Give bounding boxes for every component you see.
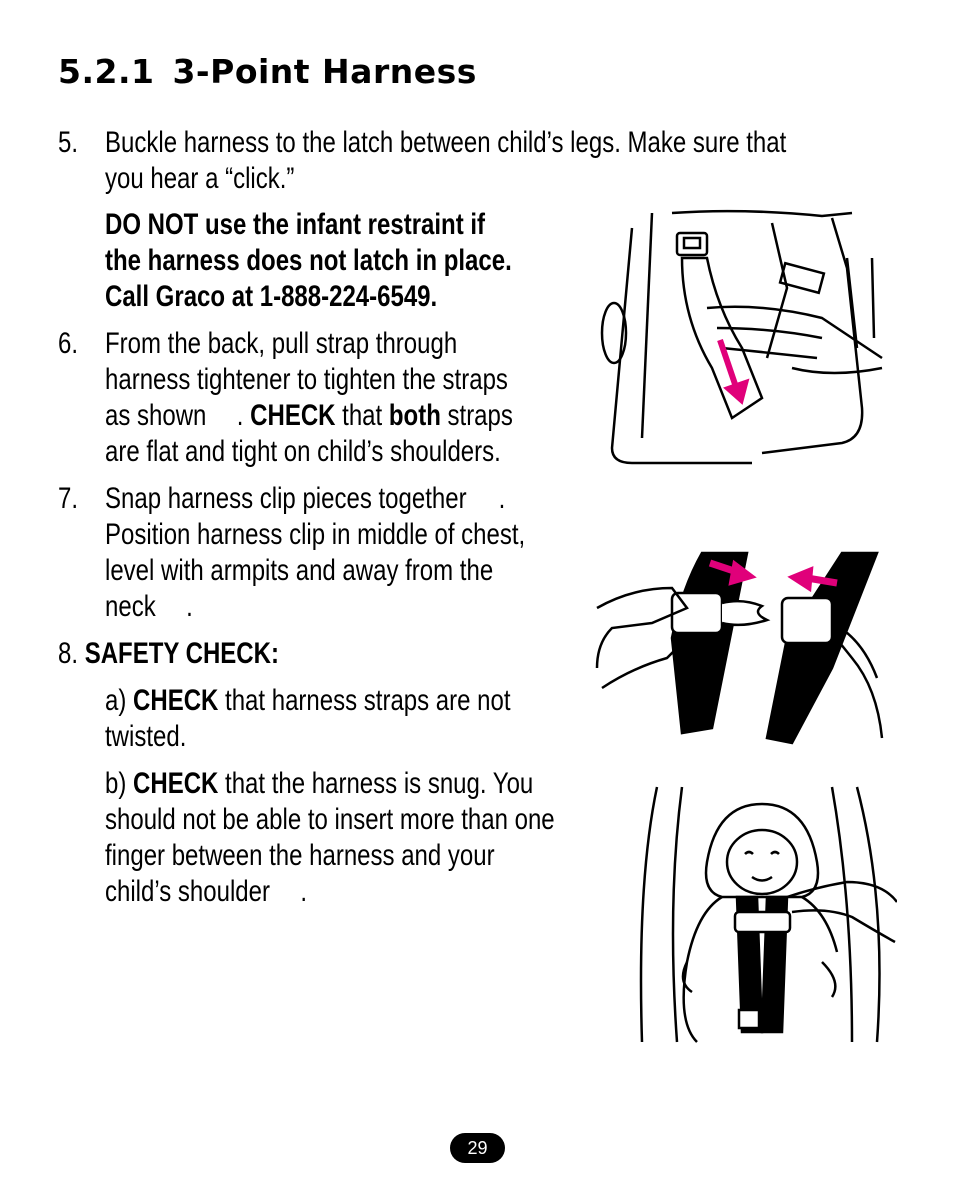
page-number: 29 bbox=[450, 1133, 505, 1163]
step-6-line-4: are flat and tight on child’s shoulders. bbox=[105, 435, 501, 468]
step-6-line-1: From the back, pull strap through bbox=[105, 327, 458, 360]
step-6-line-2: harness tightener to tighten the straps bbox=[105, 363, 508, 396]
step-5-number: 5. bbox=[58, 126, 79, 159]
check-a-line-1: a) CHECK that harness straps are not bbox=[105, 684, 511, 717]
warning-line-2: the harness does not latch in place. bbox=[105, 244, 512, 277]
clip-snap-illustration bbox=[592, 548, 892, 746]
section-title: 3-Point Harness bbox=[172, 52, 477, 91]
check-b-line-4: child’s shoulder . bbox=[105, 875, 308, 908]
step-7-line-4: neck . bbox=[105, 590, 193, 623]
check-label: CHECK bbox=[250, 399, 336, 432]
step-6-number: 6. bbox=[58, 327, 79, 360]
tightener-illustration bbox=[592, 208, 892, 466]
pull-arrowhead bbox=[725, 380, 748, 403]
section-number: 5.2.1 bbox=[58, 52, 155, 91]
step-6-line-3: as shown . CHECK that both straps bbox=[105, 399, 513, 432]
step-7-line-1: Snap harness clip pieces together . bbox=[105, 482, 506, 515]
section-heading bbox=[58, 52, 477, 91]
step-8-heading: 8. SAFETY CHECK: bbox=[58, 637, 279, 670]
step-5-line-2: you hear a “click.” bbox=[105, 162, 295, 195]
safety-check-label: SAFETY CHECK: bbox=[84, 637, 279, 670]
step-7-line-2: Position harness clip in middle of chest, bbox=[105, 518, 526, 551]
step-7-line-3: level with armpits and away from the bbox=[105, 554, 494, 587]
warning-line-1: DO NOT use the infant restraint if bbox=[105, 208, 486, 241]
step-6-as-shown: as shown bbox=[105, 399, 207, 432]
check-b-line-3: finger between the harness and your bbox=[105, 839, 495, 872]
step-7-number: 7. bbox=[58, 482, 79, 515]
check-b-line-1: b) CHECK that the harness is snug. You bbox=[105, 767, 534, 800]
check-a-line-2: twisted. bbox=[105, 720, 187, 753]
both-label: both bbox=[388, 399, 441, 432]
snug-check-illustration bbox=[637, 782, 897, 1054]
step-5-line-1: Buckle harness to the latch between child’s legs. Make sure that bbox=[105, 126, 787, 159]
warning-line-3: Call Graco at 1-888-224-6549. bbox=[105, 280, 438, 313]
check-b-line-2: should not be able to insert more than one bbox=[105, 803, 555, 836]
